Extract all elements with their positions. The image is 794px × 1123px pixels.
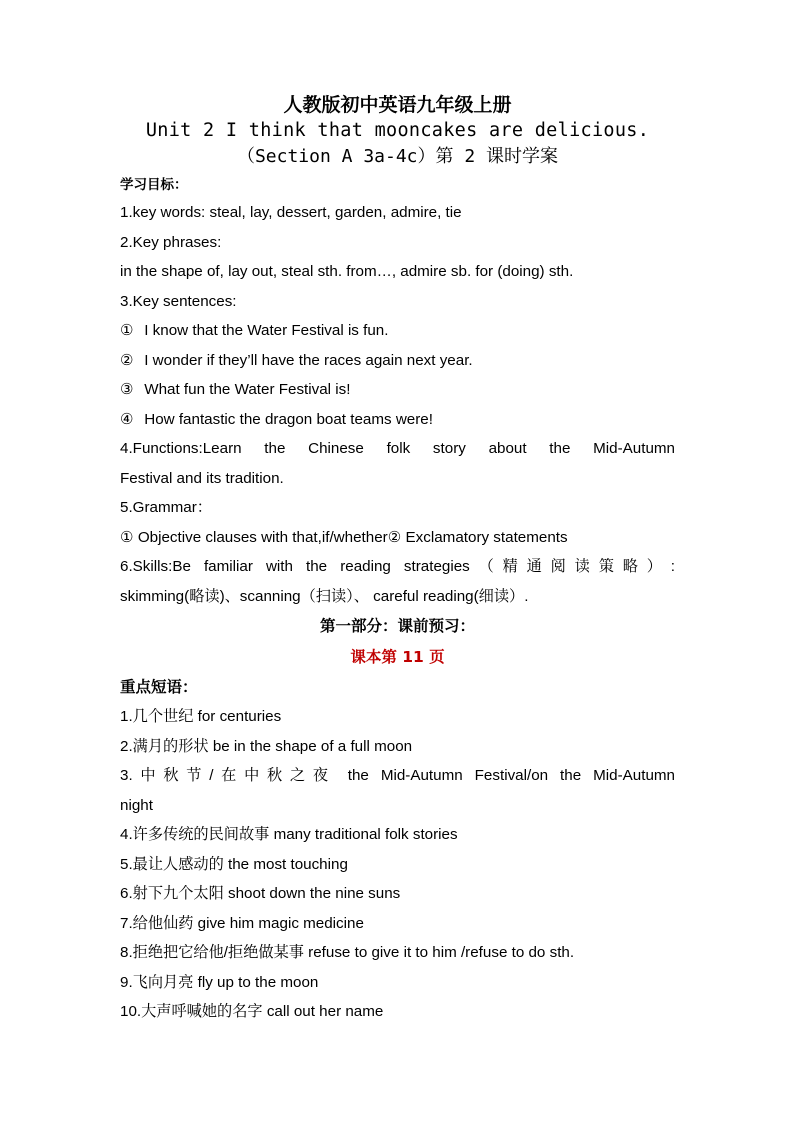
sentence-3 <box>120 375 675 405</box>
title-line-2: Unit 2 I think that mooncakes are delicious. <box>145 120 650 141</box>
grammar-items: ① Objective clauses with that,if/whether② Exclamatory statements <box>120 528 568 546</box>
functions-line-1: 4.Functions:Learn the Chinese folk story about the Mid-Autumn <box>120 440 675 457</box>
skills-line-1: 6.Skills:Be familiar with the reading strategies（精通阅读策略）: <box>120 558 675 575</box>
title-line-3: （Section A 3a-4c）第 2 课时学案 <box>236 146 559 167</box>
title-line-1: 人教版初中英语九年级上册 <box>283 94 512 116</box>
sentence-number: ③ <box>120 381 134 398</box>
sentence-text: What fun the Water Festival is! <box>144 381 351 398</box>
phrase-item: 4.许多传统的民间故事 many traditional folk stories <box>120 826 458 843</box>
document-body <box>120 92 675 1027</box>
skills-line-2: skimming(略读)、scanning（扫读）、 careful reading(细读）. <box>120 587 529 605</box>
sentence-4 <box>120 405 675 435</box>
phrase-item: 1.几个世纪 for centuries <box>120 708 282 725</box>
key-phrases: in the shape of, lay out, steal sth. from…, admire sb. for (doing) sth. <box>120 263 574 280</box>
phrases-heading: 重点短语： <box>120 678 198 696</box>
key-words: 1.key words: steal, lay, dessert, garden, admire, tie <box>120 204 462 221</box>
sentence-1 <box>120 316 675 346</box>
sentence-number: ① <box>120 322 134 339</box>
phrase-item: 9.飞向月亮 fly up to the moon <box>120 973 319 991</box>
sentence-2 <box>120 346 675 376</box>
sentence-number: ④ <box>120 410 134 428</box>
phrase-item: 2.满月的形状 be in the shape of a full moon <box>120 737 413 755</box>
phrase-item: 8.拒绝把它给他/拒绝做某事 refuse to give it to him /refuse to do sth. <box>120 944 575 961</box>
sentence-text: I wonder if they’ll have the races again next year. <box>144 351 473 369</box>
grammar-label: 5.Grammar： <box>120 499 212 516</box>
part1-heading: 第一部分：课前预习： <box>319 617 475 635</box>
phrase-item: 6.射下九个太阳 shoot down the nine suns <box>120 885 401 902</box>
phrase-item: 3.中秋节/在中秋之夜 the Mid-Autumn Festival/on the Mid-Autumn <box>120 767 675 784</box>
phrase-item-continued: night <box>120 796 153 814</box>
phrase-item: 10.大声呼喊她的名字 call out her name <box>120 1003 384 1020</box>
sentence-number: ② <box>120 351 134 369</box>
objectives-heading: 学习目标： <box>120 177 188 193</box>
phrase-item: 7.给他仙药 give him magic medicine <box>120 914 364 932</box>
sentence-text: I know that the Water Festival is fun. <box>144 322 389 339</box>
phrase-item: 5.最让人感动的 the most touching <box>120 855 348 873</box>
page-reference: 课本第 11 页 <box>350 648 445 666</box>
sentence-text: How fantastic the dragon boat teams were! <box>144 410 433 428</box>
key-sentences-label: 3.Key sentences: <box>120 292 237 310</box>
key-phrases-label: 2.Key phrases: <box>120 233 222 251</box>
functions-line-2: Festival and its tradition. <box>120 469 284 487</box>
